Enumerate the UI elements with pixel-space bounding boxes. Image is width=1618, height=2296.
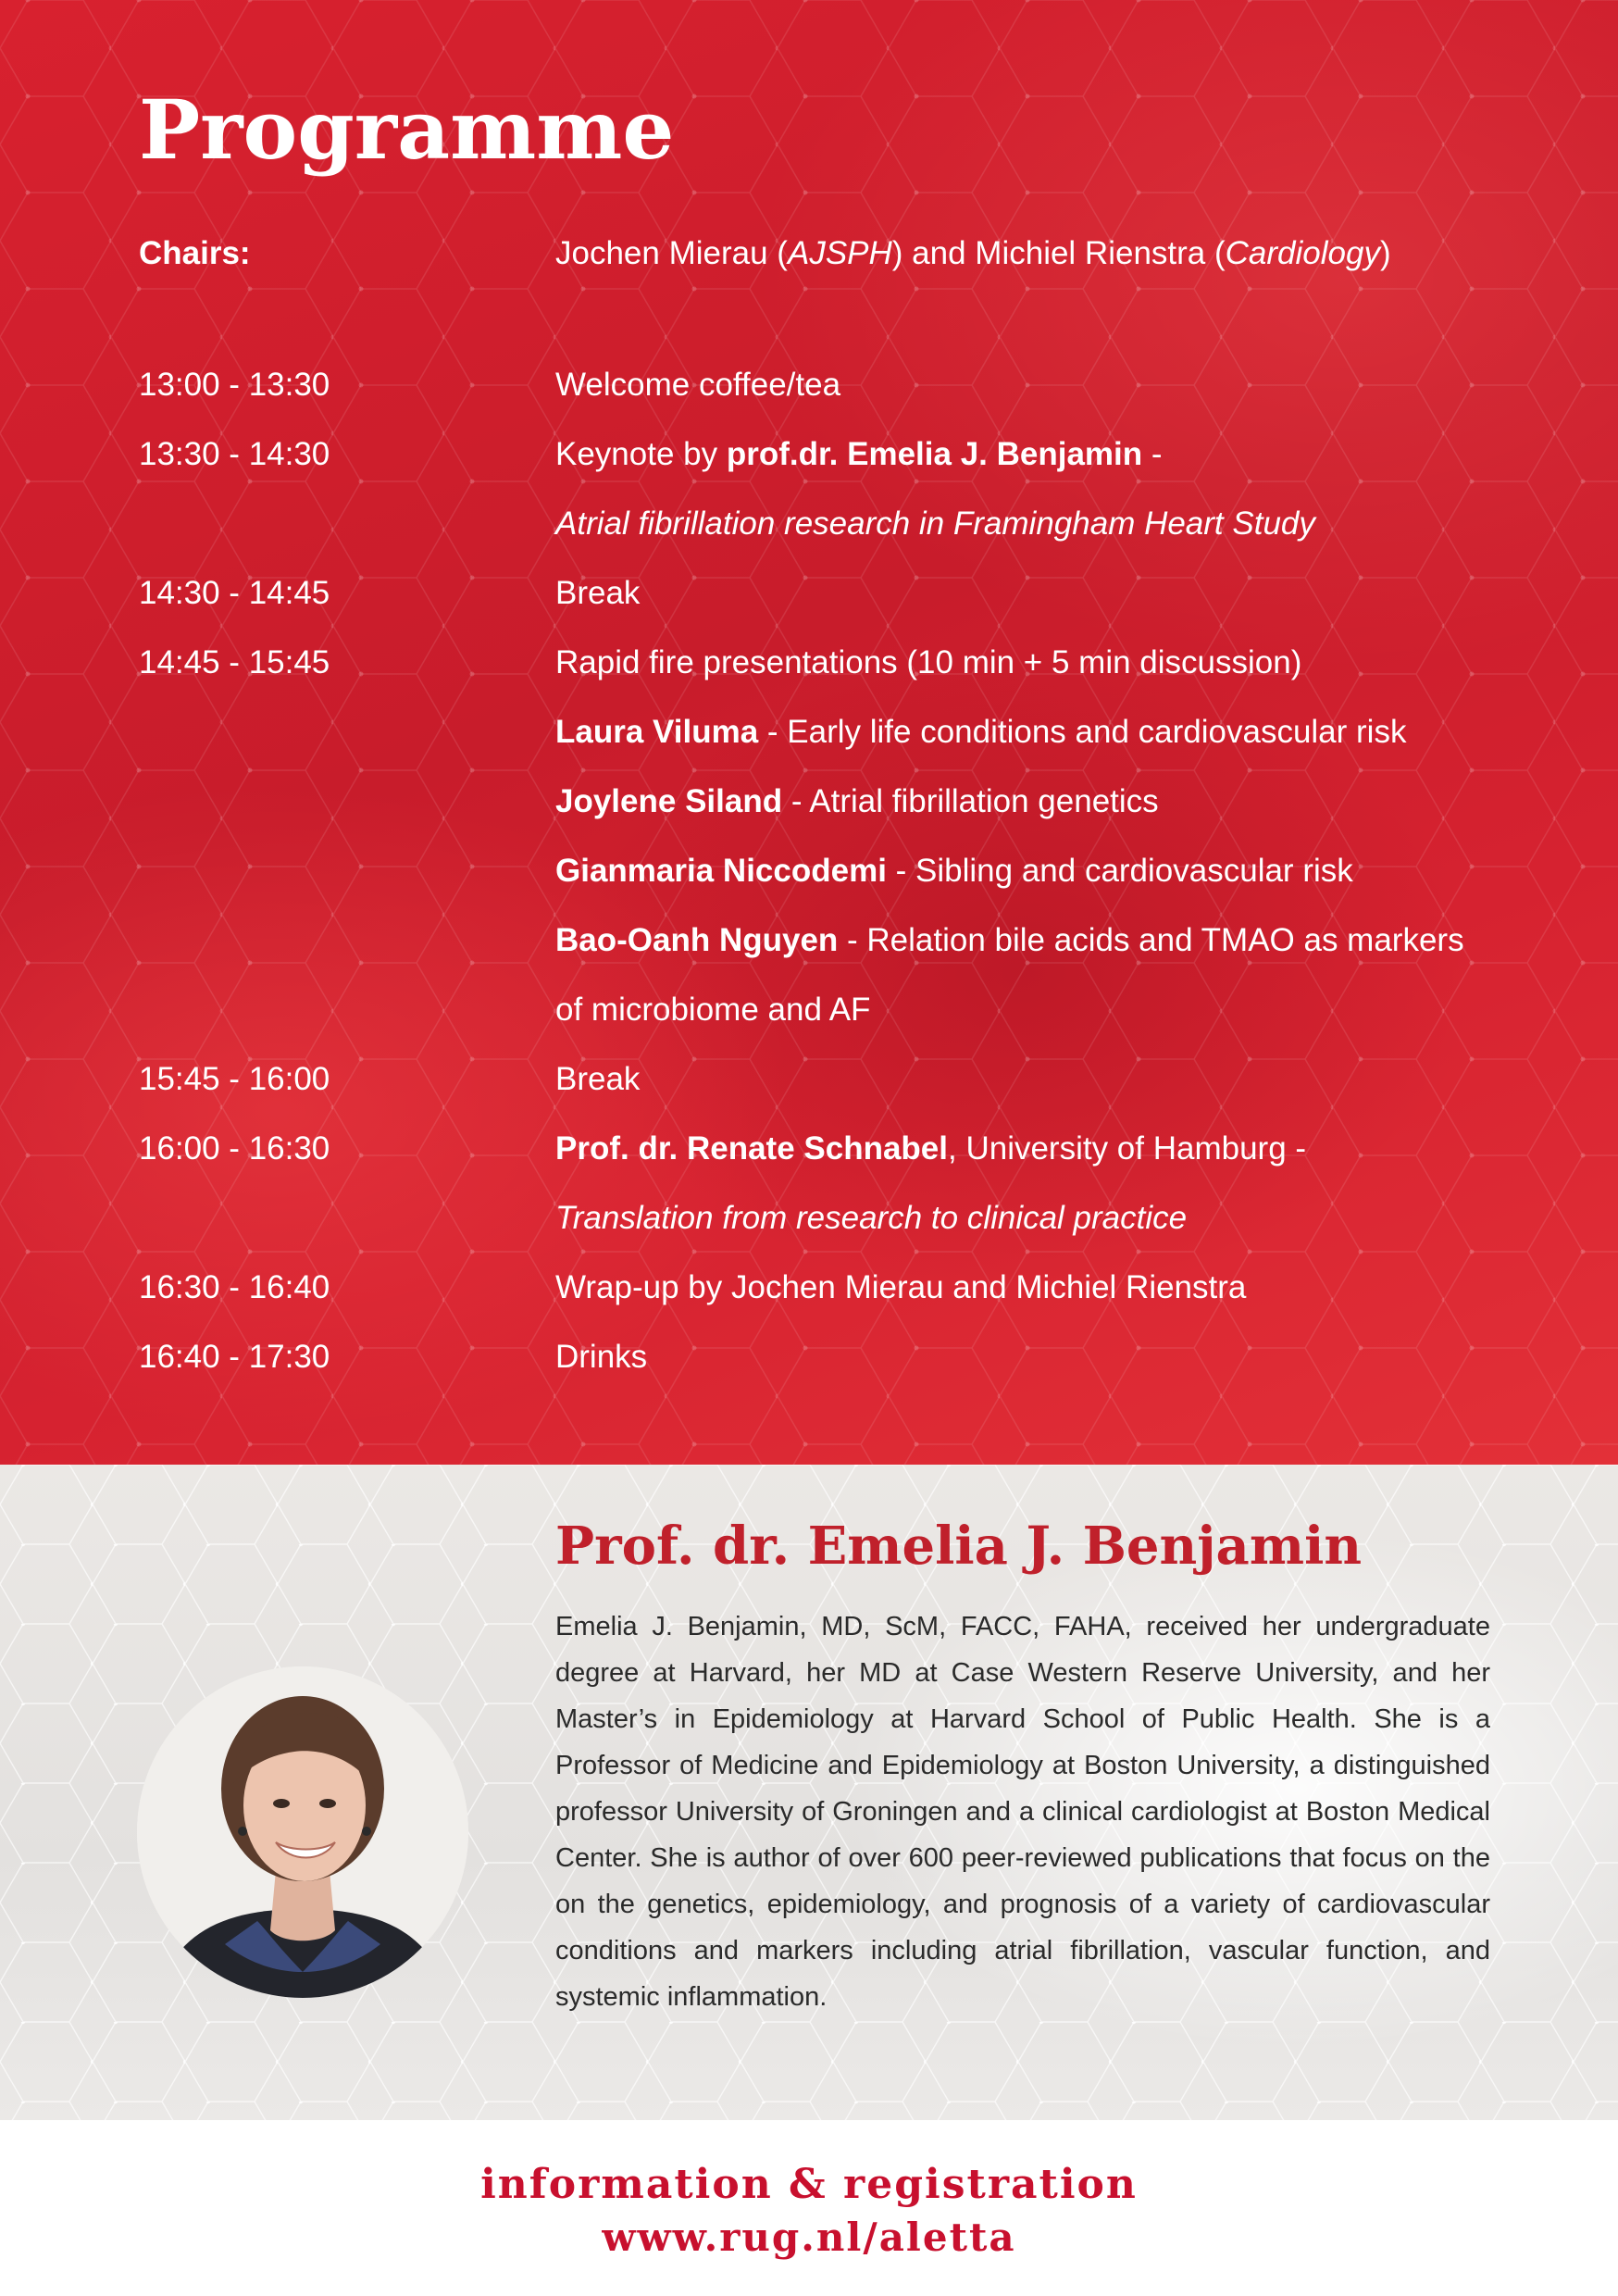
chair-and-text: and Michiel Rienstra — [912, 235, 1206, 271]
footer-registration-text: information & registration — [480, 2161, 1138, 2208]
row-time: 13:00 - 13:30 — [139, 367, 330, 403]
row-time: 13:30 - 14:30 — [139, 436, 330, 472]
row-text: Rapid fire presentations (10 min + 5 min discussion) — [555, 644, 1302, 680]
row-text: Break — [555, 575, 641, 611]
speaker-name: Bao-Oanh Nguyen — [555, 922, 839, 958]
schedule-row — [139, 568, 1509, 637]
row-prefix: Keynote by — [555, 436, 727, 472]
chairs-row — [139, 228, 1509, 297]
row-time: 14:30 - 14:45 — [139, 575, 330, 611]
talk-title: Translation from research to clinical practice — [555, 1200, 1188, 1236]
row-time: 16:30 - 16:40 — [139, 1269, 330, 1305]
speaker-name-heading: Prof. dr. Emelia J. Benjamin — [555, 1516, 1363, 1577]
schedule — [139, 228, 1509, 1401]
speaker-name: prof.dr. Emelia J. Benjamin — [726, 436, 1143, 472]
chair-org-2: Cardiology — [1225, 235, 1380, 271]
row-time: 15:45 - 16:00 — [139, 1061, 330, 1097]
schedule-row — [139, 984, 1509, 1054]
row-suffix: - Atrial fibrillation genetics — [782, 783, 1159, 819]
row-text — [555, 1123, 1574, 1175]
speaker-name: Prof. dr. Renate Schnabel — [555, 1130, 948, 1167]
row-text — [555, 915, 1574, 967]
schedule-row — [139, 1262, 1509, 1331]
row-text — [555, 776, 1574, 828]
schedule-row — [139, 1331, 1509, 1401]
row-text — [555, 429, 1574, 480]
row-suffix: - Sibling and cardiovascular risk — [886, 853, 1353, 889]
schedule-row — [139, 1192, 1509, 1262]
row-text: Wrap-up by Jochen Mierau and Michiel Rienstra — [555, 1269, 1247, 1305]
portrait-illustration — [137, 1666, 468, 1998]
speaker-portrait — [137, 1666, 468, 1998]
speaker-bio-text: Emelia J. Benjamin, MD, ScM, FACC, FAHA, received her undergraduate degree at Harvard, her MD at Case Western Reserve University, and her Master’s in Epidemiology at Harvard School of Public Health. She is a Professor of Medicine and Epidemiology at Boston University, a distinguished professor University of Groningen and a clinical cardiologist at Boston Medical Center. She is author of over 600 peer-reviewed publications that focus on the on the genetics, epidemiology, and prognosis of a variety of cardiovascular conditions and markers including atrial fibrillation, vascular function, and systemic inflammation. — [555, 1612, 1490, 2012]
schedule-row — [139, 845, 1509, 915]
row-suffix: - — [1142, 436, 1163, 472]
schedule-row — [139, 776, 1509, 845]
schedule-row — [139, 1054, 1509, 1123]
row-text: Drinks — [555, 1339, 648, 1375]
chair-org-1: AJSPH — [787, 235, 892, 271]
chairs-label: Chairs: — [139, 235, 251, 271]
schedule-row — [139, 915, 1509, 984]
row-time: 16:00 - 16:30 — [139, 1130, 330, 1167]
schedule-row — [139, 1123, 1509, 1192]
row-suffix: , University of Hamburg - — [948, 1130, 1307, 1167]
page-title: Programme — [139, 81, 675, 178]
row-text: Break — [555, 1061, 641, 1097]
row-text: of microbiome and AF — [555, 992, 871, 1028]
talk-title: Atrial fibrillation research in Framingham Heart Study — [555, 505, 1315, 542]
speaker-name: Gianmaria Niccodemi — [555, 853, 887, 889]
schedule-row — [139, 637, 1509, 706]
row-time: 16:40 - 17:30 — [139, 1339, 330, 1375]
row-suffix: - Relation bile acids and TMAO as markers — [838, 922, 1464, 958]
row-suffix: - Early life conditions and cardiovascular risk — [758, 714, 1407, 750]
speaker-name: Laura Viluma — [555, 714, 759, 750]
row-text — [555, 845, 1574, 897]
speaker-bio-panel — [0, 1465, 1618, 2120]
footer-url-link[interactable]: www.rug.nl/aletta — [602, 2215, 1016, 2260]
row-time: 14:45 - 15:45 — [139, 644, 330, 680]
schedule-row — [139, 429, 1509, 498]
row-text: Welcome coffee/tea — [555, 367, 841, 403]
schedule-row — [139, 498, 1509, 568]
schedule-row — [139, 359, 1509, 429]
chair-name-1: Jochen Mierau — [555, 235, 768, 271]
footer — [0, 2120, 1618, 2296]
speaker-name: Joylene Siland — [555, 783, 783, 819]
chairs-names: Jochen Mierau (AJSPH) and Michiel Rienstra (Cardiology) — [555, 235, 1391, 271]
schedule-row — [139, 706, 1509, 776]
row-text — [555, 706, 1574, 758]
